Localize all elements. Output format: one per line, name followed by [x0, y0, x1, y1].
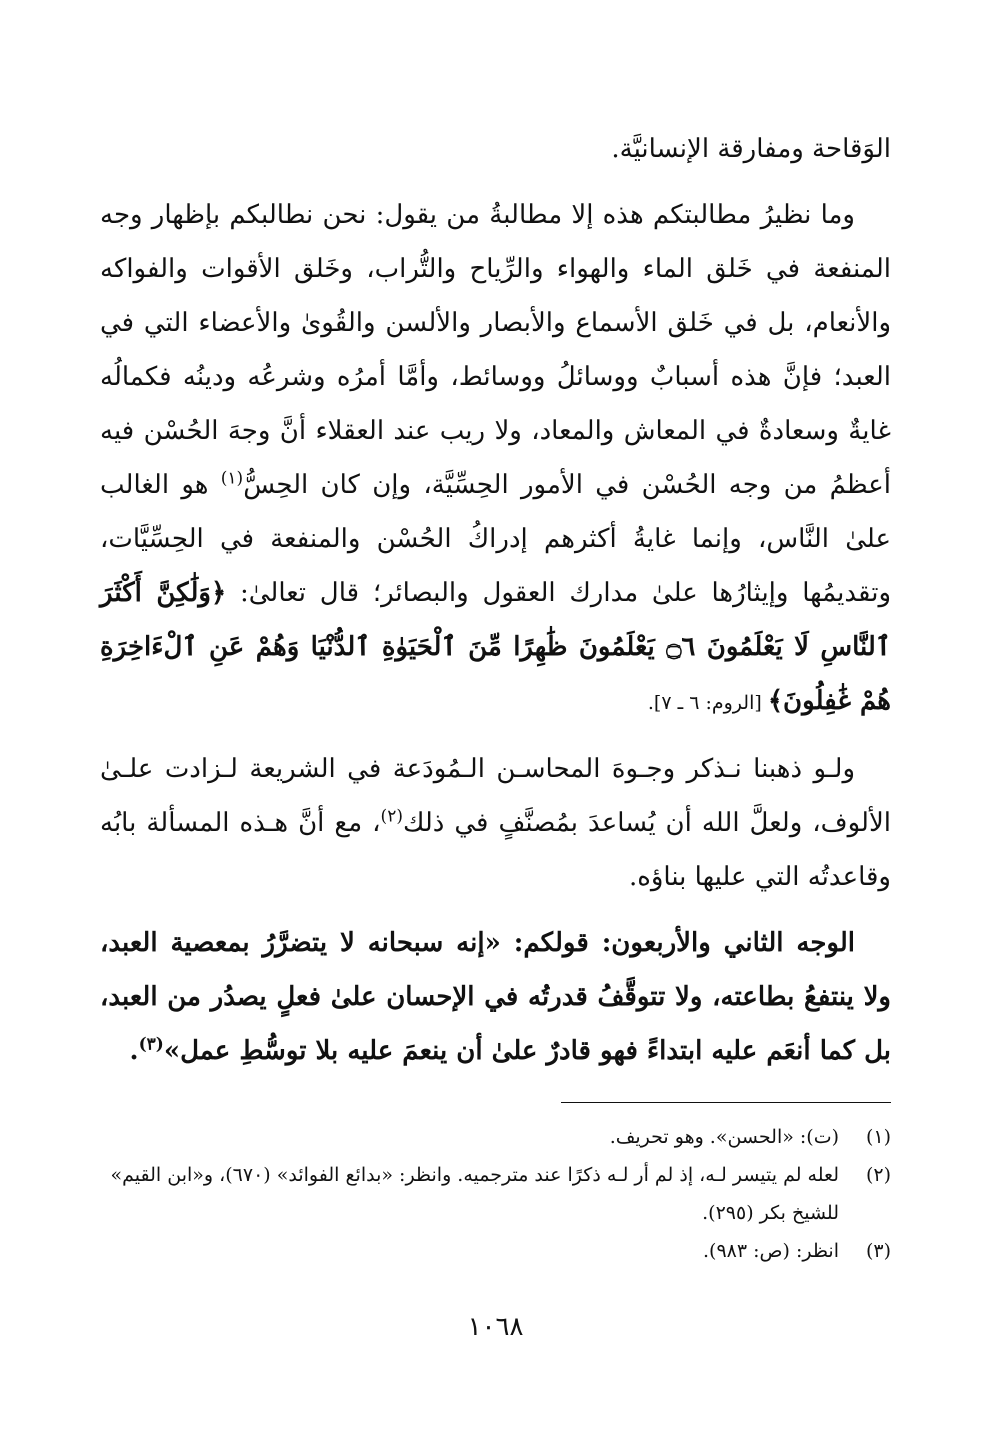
footnote-1-number: (١): [865, 1126, 891, 1148]
main-text: [100, 122, 891, 1078]
footnote-1-text: (ت): «الحسن». وهو تحريف.: [609, 1126, 839, 1148]
paragraph-1: [100, 122, 891, 176]
paragraph-4: [100, 916, 891, 1078]
footnotes: [100, 1118, 891, 1270]
paragraph-2-text-b: هو الغالب علىٰ النَّاس، وإنما غايةُ أكثرهم إدراكُ الحُسْن والمنفعة في الحِسِّيَّات، وتقديمُها وإيثارُها علىٰ مدارك العقول والبصائر؛ قال تعالىٰ:: [100, 470, 891, 608]
paragraph-3-text-b: ، مع أنَّ هـذه المسألة بابُه وقاعدتُه التي عليها بناؤه.: [100, 808, 891, 892]
footnote-2: [100, 1156, 891, 1232]
footnote-2-number: (٢): [865, 1164, 891, 1186]
paragraph-3-text-a: ولـو ذهبنا نـذكر وجـوهَ المحاسـن الـمُودَعة في الشريعة لـزادت علـىٰ الألوف، ولعلَّ الله أن يُساعدَ بمُصنَّفٍ في ذلك: [100, 754, 892, 838]
footnote-mark-1: (١): [220, 468, 244, 489]
paragraph-4-quote: قولكم: «إنه سبحانه لا يتضرَّرُ بمعصية العبد، ولا ينتفعُ بطاعته، ولا تتوقَّفُ قدرتُه في الإحسان علىٰ فعلٍ يصدُر من العبد، بل كما أنعَم عليه ابتداءً فهو قادرٌ علىٰ أن ينعمَ عليه بلا توسُّطِ عمل»: [100, 928, 891, 1066]
footnote-3-text: انظر: (ص: ٩٨٣).: [703, 1240, 839, 1262]
footnote-3-number: (٣): [865, 1240, 891, 1262]
paragraph-2: [100, 188, 891, 730]
paragraph-4-end: .: [129, 1036, 139, 1066]
quran-verse: ﴿وَلَٰكِنَّ أَكْثَرَ ٱلنَّاسِ لَا يَعْلَمُونَ ۝٦ يَعْلَمُونَ ظَٰهِرًا مِّنَ ٱلْحَيَوٰةِ ٱلدُّنْيَا وَهُمْ عَنِ ٱلْءَاخِرَةِ هُمْ غَٰفِلُونَ﴾: [100, 578, 891, 716]
footnote-1: [100, 1118, 891, 1156]
footnote-separator: [561, 1102, 891, 1103]
footnote-3: [100, 1232, 891, 1270]
footnote-mark-2: (٢): [380, 806, 403, 827]
section-heading: الوجه الثاني والأربعون:: [601, 928, 856, 958]
sura-reference: [الروم: ٦ ـ ٧].: [647, 692, 768, 714]
paragraph-3: [100, 742, 891, 904]
paragraph-1-text: الوَقاحة ومفارقة الإنسانيَّة.: [611, 134, 891, 164]
paragraph-2-text-a: وما نظيرُ مطالبتكم هذه إلا مطالبةُ من يقول: نحن نطالبكم بإظهار وجه المنفعة في خَلق الماء والهواء والرِّياح والتُّراب، وخَلق الأقوات والفواكه والأنعام، بل في خَلق الأسماع والأبصار والألسن والقُوىٰ والأعضاء التي في العبد؛ فإنَّ هذه أسبابٌ ووسائلُ ووسائط، وأمَّا أمرُه وشرعُه ودينُه فكمالُه غايةٌ وسعادةٌ في المعاش والمعاد، ولا ريب عند العقلاء أنَّ وجهَ الحُسْن فيه أعظمُ من وجه الحُسْن في الأمور الحِسِّيَّة، وإن كان الحِسُّ: [100, 200, 891, 500]
page-number: ١٠٦٨: [467, 1312, 524, 1342]
footnote-mark-3: (٣): [138, 1034, 164, 1055]
footnote-2-text: لعله لم يتيسر لـه، إذ لم أر لـه ذكرًا عند مترجميه. وانظر: «بدائع الفوائد» (٦٧٠)، و«ابن القيم» للشيخ بكر (٢٩٥).: [110, 1164, 839, 1224]
